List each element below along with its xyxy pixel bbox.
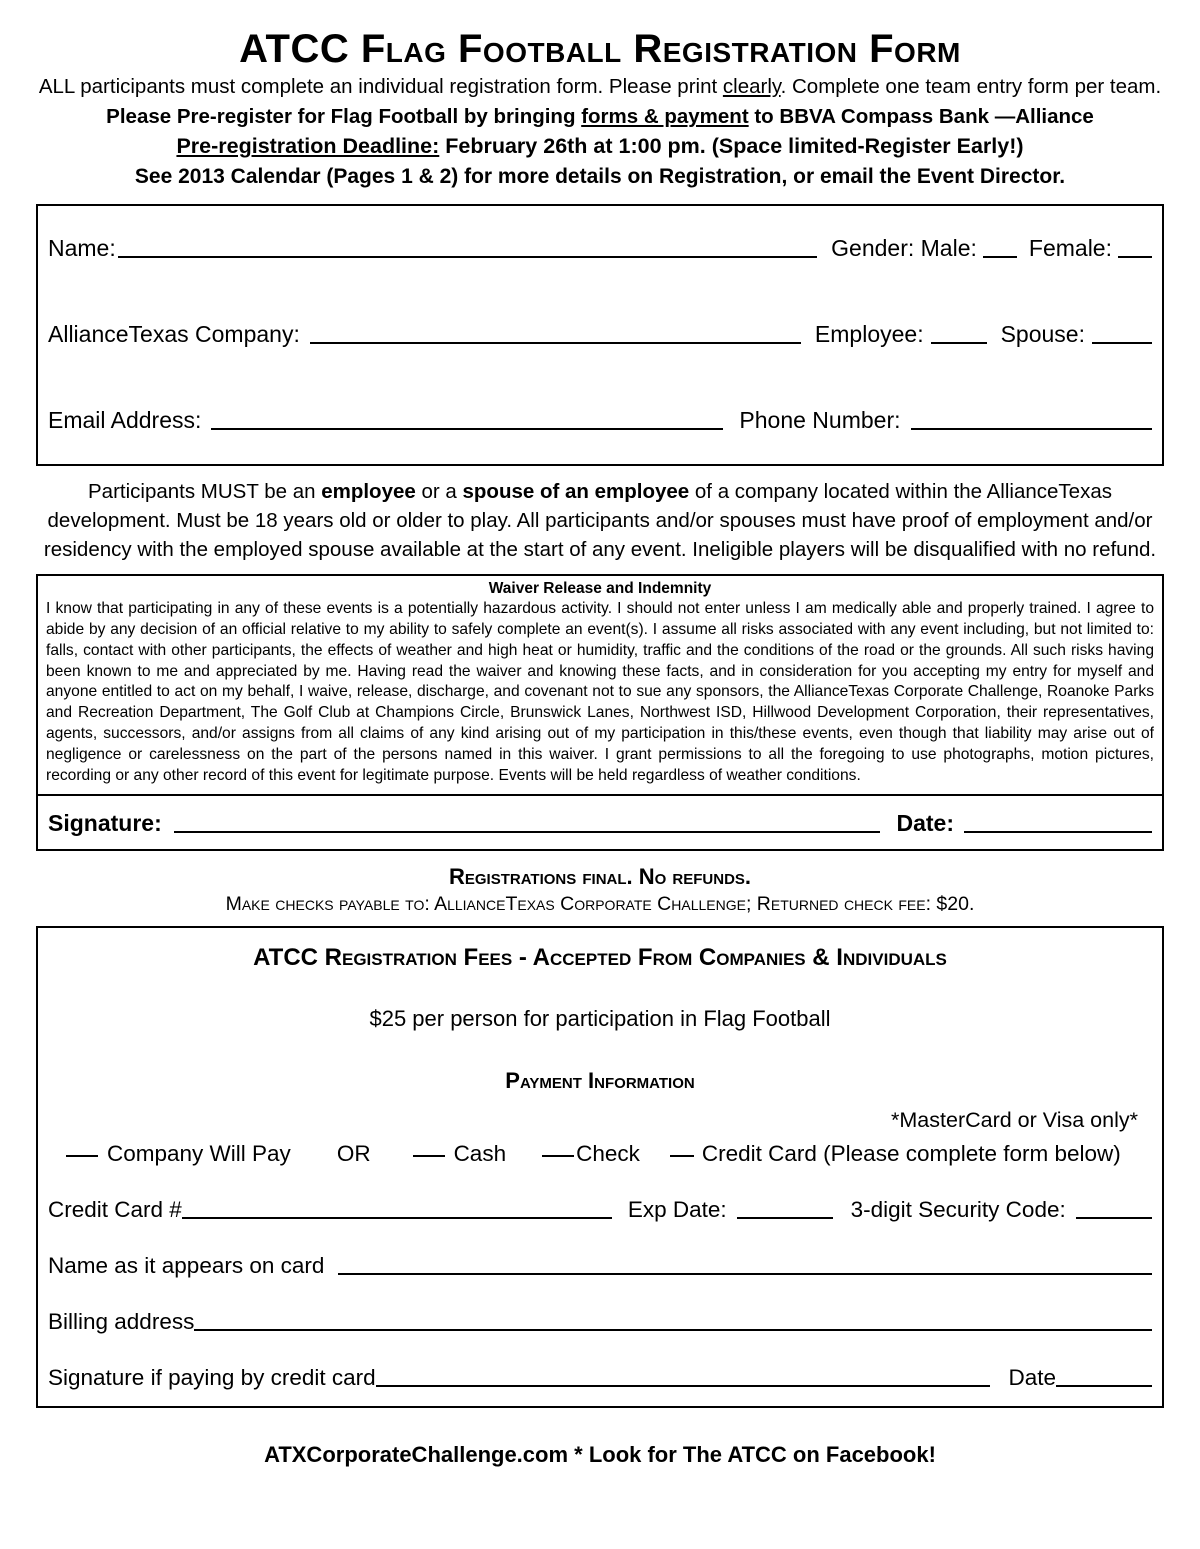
employee-label: Employee:	[814, 321, 924, 348]
credit-card-signature-label: Signature if paying by credit card	[48, 1364, 376, 1390]
footer-contact-line: ATXCorporateChallenge.com * Look for The ATCC on Facebook!	[264, 1441, 936, 1467]
name-on-card-row	[48, 1253, 1152, 1279]
fees-price-line: $25 per person for participation in Flag Football	[369, 1005, 831, 1031]
exp-date-label: Exp Date:	[627, 1196, 727, 1222]
waiver-and-signature-box	[36, 574, 1164, 850]
preregistration-deadline-value: February 26th at 1:00 pm. (Space limited-Register Early!)	[439, 134, 1024, 159]
gender-male-input-line[interactable]	[983, 256, 1017, 258]
cash-label: Cash	[453, 1140, 507, 1166]
header-line-1-emphasis: clearly	[722, 75, 781, 98]
participant-info-box	[36, 204, 1164, 466]
credit-card-signature-input-line[interactable]	[376, 1385, 991, 1387]
payment-options-row	[48, 1141, 1152, 1167]
phone-input-line[interactable]	[911, 428, 1153, 430]
check-label: Check	[576, 1140, 640, 1166]
signature-label: Signature:	[48, 809, 162, 836]
header-line-3	[36, 133, 1164, 161]
email-phone-row	[48, 407, 1152, 434]
phone-label: Phone Number:	[739, 407, 901, 434]
email-input-line[interactable]	[211, 428, 723, 430]
credit-card-date-input-line[interactable]	[1056, 1385, 1152, 1387]
make-checks-payable-notice: Make checks payable to: AllianceTexas Corporate Challenge; Returned check fee: $20.	[225, 892, 975, 915]
fees-title: ATCC Registration Fees - Accepted From Companies & Individuals	[253, 943, 947, 971]
company-input-line[interactable]	[310, 342, 801, 344]
credit-card-number-label: Credit Card #	[48, 1196, 182, 1222]
page-title: ATCC Flag Football Registration Form	[239, 27, 961, 71]
cash-checkbox[interactable]	[413, 1155, 445, 1157]
accepted-cards-note: *MasterCard or Visa only*	[891, 1107, 1138, 1132]
name-on-card-input-line[interactable]	[338, 1273, 1152, 1275]
billing-address-label: Billing address	[48, 1308, 195, 1334]
signature-row	[38, 796, 1162, 849]
header-line-2	[36, 104, 1164, 130]
email-label: Email Address:	[48, 407, 202, 434]
preregistration-deadline-label: Pre-registration Deadline:	[176, 134, 440, 159]
eligibility-bold-spouse: spouse of an employee	[462, 479, 690, 503]
payment-or-separator: OR	[336, 1140, 371, 1166]
name-label: Name:	[48, 235, 116, 262]
eligibility-part-2: or a	[415, 479, 463, 503]
header-line-2-part-a: Please Pre-register for Flag Football by bringing	[106, 105, 582, 129]
credit-card-checkbox[interactable]	[670, 1155, 694, 1157]
gender-female-input-line[interactable]	[1118, 256, 1152, 258]
signature-input-line[interactable]	[174, 831, 881, 833]
name-gender-row	[48, 235, 1152, 262]
gender-male-label: Gender: Male:	[831, 235, 977, 262]
company-row	[48, 321, 1152, 348]
company-will-pay-checkbox[interactable]	[66, 1155, 98, 1157]
check-checkbox[interactable]	[542, 1155, 574, 1157]
credit-card-label: Credit Card (Please complete form below)	[701, 1140, 1121, 1166]
waiver-body-text: I know that participating in any of these events is a potentially hazardous activity. I should not enter unless I am medically able and properly trained. I agree to abide by any decision of an official relative to my ability to safely complete an event(s). I assume all risks associated with any event including, but not limited to: falls, contact with other participants, the effects of weather and high heat or humidity, traffic and the conditions of the road or the grounds. All such risks having been known to me and appreciated by me. Having read the waiver and knowing these facts, and in consideration for you accepting my entry for myself and anyone entitled to act on my behalf, I waive, release, discharge, and covenant not to sue any sponsors, the AllianceTexas Corporate Challenge, Roanoke Parks and Recreation Department, The Golf Club at Champions Circle, Brunswick Lanes, Northwest ISD, Hillwood Development Corporation, their representatives, agents, successors, and/or assigns from all claims of any kind arising out of my participation in this/these events, even though that liability may arise out of negligence or carelessness on the part of the persons named in this waiver. I grant permissions to all the foregoing to use photographs, motion pictures, recording or any other record of this event for legitimate purpose. Events will be held regardless of weather conditions.	[46, 600, 1154, 784]
header-line-1	[36, 74, 1164, 100]
payment-information-title: Payment Information	[505, 1067, 695, 1093]
registration-fees-box	[36, 926, 1164, 1408]
spouse-label: Spouse:	[1000, 321, 1085, 348]
waiver-heading: Waiver Release and Indemnity	[488, 580, 712, 598]
credit-card-number-input-line[interactable]	[182, 1217, 612, 1219]
billing-address-row	[48, 1309, 1152, 1335]
company-label: AllianceTexas Company:	[48, 321, 300, 348]
eligibility-part-3: of a company located within the AllianceTexas development. Must be 18 years old or older to play. All participants and/or spouses must have proof of employment and/or residency with the employed spouse available at the start of any event. Ineligible players will be disqualified with no refund.	[43, 479, 1157, 562]
date-label: Date:	[896, 809, 954, 836]
registrations-final-notice: Registrations final. No refunds.	[448, 863, 752, 889]
header-line-1-part-a: ALL participants must complete an individual registration form. Please print	[38, 75, 723, 98]
exp-date-input-line[interactable]	[737, 1217, 833, 1219]
header-line-2-emphasis: forms & payment	[581, 105, 749, 129]
name-input-line[interactable]	[118, 256, 817, 258]
credit-card-signature-row	[48, 1365, 1152, 1391]
credit-card-date-label: Date	[1008, 1364, 1056, 1390]
name-on-card-label: Name as it appears on card	[48, 1252, 325, 1278]
header-line-4: See 2013 Calendar (Pages 1 & 2) for more details on Registration, or email the Event Director.	[134, 164, 1066, 188]
eligibility-part-1: Participants MUST be an	[88, 479, 322, 503]
gender-female-label: Female:	[1028, 235, 1112, 262]
spouse-input-line[interactable]	[1092, 342, 1152, 344]
security-code-input-line[interactable]	[1076, 1217, 1152, 1219]
header-line-2-part-b: to BBVA Compass Bank —Alliance	[748, 105, 1094, 129]
header-line-1-part-b: . Complete one team entry form per team.	[780, 75, 1162, 98]
company-will-pay-label: Company Will Pay	[107, 1140, 291, 1166]
eligibility-bold-employee: employee	[321, 479, 416, 503]
date-input-line[interactable]	[964, 831, 1152, 833]
employee-input-line[interactable]	[931, 342, 987, 344]
credit-card-number-row	[48, 1197, 1152, 1223]
security-code-label: 3-digit Security Code:	[850, 1196, 1066, 1222]
billing-address-input-line[interactable]	[194, 1329, 1152, 1331]
eligibility-paragraph	[42, 477, 1158, 564]
